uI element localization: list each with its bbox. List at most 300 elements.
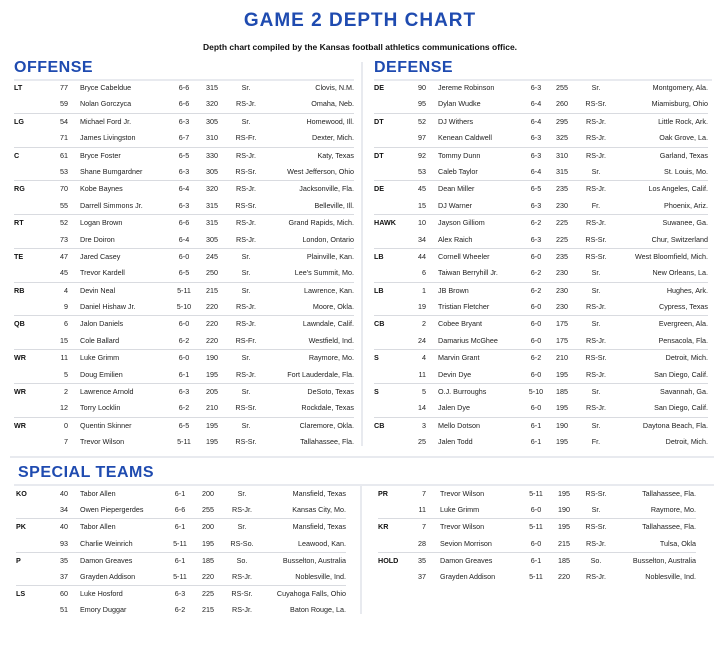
player-year: RS-Fr.: [235, 133, 257, 143]
player-hometown: Raymore, Mo.: [308, 353, 354, 363]
player-year: RS-Sr.: [235, 166, 257, 176]
player-name: Trevor Wilson: [440, 522, 485, 532]
player-name: Trevor Wilson: [80, 437, 125, 447]
player-hometown: Evergreen, Ala.: [658, 319, 708, 329]
player-name: Damarius McGhee: [438, 335, 498, 345]
player-year: RS-Jr.: [236, 184, 256, 194]
player-number: 11: [60, 353, 68, 363]
player-hometown: Clovis, N.M.: [315, 83, 354, 92]
player-row: [16, 536, 346, 552]
player-position: LG: [14, 116, 24, 126]
player-row: [378, 569, 696, 585]
defense-table: [374, 80, 708, 451]
player-year: Sr.: [591, 83, 601, 92]
player-height: 6-0: [530, 302, 542, 312]
player-weight: 210: [556, 353, 568, 363]
player-year: RS-Jr.: [586, 369, 606, 379]
player-name: Michael Ford Jr.: [80, 116, 132, 126]
player-weight: 190: [558, 505, 570, 515]
player-year: RS-Sr.: [235, 403, 257, 413]
player-number: 10: [418, 218, 426, 228]
player-name: Alex Raich: [438, 234, 473, 244]
player-year: Sr.: [237, 489, 247, 498]
player-year: RS-Fr.: [235, 335, 257, 345]
player-name: DJ Warner: [438, 200, 473, 210]
player-number: 44: [418, 251, 426, 261]
player-year: RS-Sr.: [235, 200, 257, 210]
player-name: JB Brown: [438, 285, 469, 295]
player-row: [374, 333, 708, 349]
player-height: 5-11: [173, 571, 187, 581]
player-row: [378, 536, 696, 552]
player-hometown: Rockdale, Texas: [301, 403, 354, 413]
player-weight: 200: [202, 522, 214, 532]
player-hometown: London, Ontario: [302, 234, 354, 244]
player-number: 6: [64, 319, 68, 329]
player-weight: 215: [558, 538, 570, 548]
special-teams-divider: [360, 484, 362, 614]
player-name: Mello Dotson: [438, 420, 480, 430]
player-position: PR: [378, 489, 388, 498]
player-name: Trevor Kardell: [80, 268, 125, 278]
player-height: 6-6: [174, 505, 186, 515]
player-hometown: Lawrence, Kan.: [304, 285, 354, 295]
player-hometown: Westfield, Ind.: [308, 335, 354, 345]
player-height: 6-7: [178, 133, 190, 143]
player-name: Cole Ballard: [80, 335, 120, 345]
player-weight: 255: [556, 83, 568, 92]
player-row: [14, 214, 354, 231]
player-year: Sr.: [241, 268, 251, 278]
player-weight: 230: [556, 285, 568, 295]
defense-heading: DEFENSE: [374, 59, 454, 76]
player-number: 11: [418, 505, 426, 515]
player-hometown: Phoenix, Ariz.: [664, 200, 708, 210]
player-name: Jalen Todd: [438, 437, 473, 447]
player-position: DE: [374, 83, 384, 92]
player-height: 6-4: [530, 166, 542, 176]
player-weight: 220: [558, 571, 570, 581]
player-hometown: Suwanee, Ga.: [662, 218, 708, 228]
player-position: LS: [16, 589, 26, 599]
player-row: [14, 80, 354, 96]
player-name: Shane Bumgardner: [80, 166, 143, 176]
player-hometown: San Diego, Calif.: [654, 403, 708, 413]
player-height: 6-0: [530, 369, 542, 379]
page-subtitle: Depth chart compiled by the Kansas football athletics communications office.: [202, 42, 518, 52]
player-number: 47: [60, 251, 68, 261]
player-name: Lawrence Arnold: [80, 387, 134, 397]
player-year: RS-Jr.: [586, 150, 606, 160]
player-name: Luke Hosford: [80, 589, 123, 599]
player-weight: 310: [206, 133, 218, 143]
player-row: [374, 96, 708, 112]
player-year: Sr.: [591, 420, 601, 430]
player-position: QB: [14, 319, 25, 329]
player-position: WR: [14, 420, 26, 430]
player-weight: 215: [206, 285, 218, 295]
player-height: 6-1: [530, 555, 542, 565]
player-name: Bryce Cabeldue: [80, 83, 132, 92]
player-height: 5-11: [529, 522, 543, 532]
player-name: Tristian Fletcher: [438, 302, 490, 312]
player-year: RS-Jr.: [586, 538, 606, 548]
player-name: Damon Greaves: [440, 555, 493, 565]
player-number: 59: [60, 99, 68, 109]
player-year: Sr.: [241, 251, 251, 261]
player-height: 6-2: [530, 268, 542, 278]
player-hometown: Noblesville, Ind.: [295, 571, 346, 581]
player-height: 6-0: [530, 403, 542, 413]
player-number: 2: [64, 387, 68, 397]
player-name: Dean Miller: [438, 184, 475, 194]
player-name: Darrell Simmons Jr.: [80, 200, 143, 210]
player-height: 6-0: [178, 251, 190, 261]
player-hometown: West Bloomfield, Mich.: [635, 251, 708, 261]
player-year: Sr.: [591, 268, 601, 278]
player-position: LB: [374, 251, 384, 261]
player-row: [374, 214, 708, 231]
player-name: Dre Doiron: [80, 234, 115, 244]
player-hometown: Noblesville, Ind.: [645, 571, 696, 581]
player-name: Kenean Caldwell: [438, 133, 492, 143]
player-row: [374, 180, 708, 197]
player-number: 93: [60, 538, 68, 548]
player-hometown: Busselton, Australia: [282, 555, 346, 565]
player-weight: 305: [206, 166, 218, 176]
player-name: Grayden Addison: [440, 571, 496, 581]
player-number: 71: [60, 133, 68, 143]
section-rule: [10, 456, 714, 458]
player-hometown: Mansfield, Texas: [292, 522, 346, 532]
player-position: DT: [374, 116, 384, 126]
player-name: Quentin Skinner: [80, 420, 132, 430]
player-weight: 245: [206, 251, 218, 261]
player-row: [374, 417, 708, 434]
player-number: 4: [422, 353, 426, 363]
player-row: [14, 299, 354, 315]
player-hometown: Little Rock, Ark.: [658, 116, 708, 126]
player-hometown: West Jefferson, Ohio: [287, 166, 354, 176]
player-height: 6-1: [530, 420, 542, 430]
player-height: 5-10: [528, 387, 544, 397]
player-year: RS-Jr.: [236, 234, 256, 244]
player-number: 4: [64, 285, 68, 295]
player-number: 73: [60, 234, 68, 244]
player-position: TE: [14, 251, 24, 261]
player-weight: 315: [206, 218, 218, 228]
player-row: [14, 113, 354, 130]
player-number: 54: [60, 116, 68, 126]
player-row: [14, 198, 354, 214]
player-hometown: Lee's Summit, Mo.: [294, 268, 354, 278]
player-height: 6-3: [530, 200, 542, 210]
player-weight: 230: [556, 268, 568, 278]
player-weight: 230: [556, 200, 568, 210]
column-divider: [361, 62, 363, 446]
player-name: Jalon Daniels: [80, 319, 124, 329]
player-year: RS-Sr.: [235, 437, 257, 447]
player-year: Sr.: [241, 285, 251, 295]
player-year: RS-Jr.: [586, 403, 606, 413]
player-name: Damon Greaves: [80, 555, 133, 565]
player-name: Sevion Morrison: [440, 538, 492, 548]
player-row: [14, 315, 354, 332]
player-name: Marvin Grant: [438, 353, 480, 363]
player-hometown: Daytona Beach, Fla.: [642, 420, 708, 430]
player-weight: 220: [206, 335, 218, 345]
player-height: 6-0: [178, 319, 190, 329]
player-name: Cobee Bryant: [438, 319, 482, 329]
player-height: 5-11: [529, 571, 543, 581]
player-number: 11: [418, 369, 426, 379]
player-row: [374, 400, 708, 416]
player-name: Torry Locklin: [80, 403, 121, 413]
player-position: CB: [374, 420, 385, 430]
player-row: [14, 367, 354, 383]
player-height: 6-0: [530, 505, 542, 515]
player-row: [16, 552, 346, 569]
player-row: [374, 248, 708, 265]
player-name: Luke Grimm: [440, 505, 480, 515]
player-weight: 225: [556, 218, 568, 228]
player-hometown: Leawood, Kan.: [298, 538, 346, 548]
player-year: RS-Jr.: [236, 369, 256, 379]
player-year: RS-Jr.: [232, 605, 252, 615]
player-height: 5-11: [529, 489, 543, 498]
player-row: [374, 282, 708, 299]
player-number: 45: [60, 268, 68, 278]
player-hometown: Baton Rouge, La.: [290, 605, 346, 615]
player-height: 6-1: [174, 555, 186, 565]
player-year: RS-Jr.: [236, 218, 256, 228]
player-position: DE: [374, 184, 384, 194]
player-weight: 225: [202, 589, 214, 599]
player-row: [374, 299, 708, 315]
player-year: Sr.: [591, 285, 601, 295]
player-height: 6-1: [530, 437, 542, 447]
player-hometown: Fort Lauderdale, Fla.: [287, 369, 354, 379]
player-hometown: Tallahassee, Fla.: [300, 437, 354, 447]
player-weight: 195: [556, 369, 568, 379]
player-height: 5-10: [176, 302, 192, 312]
player-name: Grayden Addison: [80, 571, 136, 581]
player-height: 6-4: [530, 99, 542, 109]
player-name: Devin Dye: [438, 369, 472, 379]
player-height: 5-11: [177, 285, 191, 295]
player-year: RS-Sr.: [585, 251, 607, 261]
player-hometown: Busselton, Australia: [632, 555, 696, 565]
player-weight: 200: [202, 489, 214, 498]
player-position: LB: [374, 285, 384, 295]
player-hometown: Kansas City, Mo.: [292, 505, 346, 515]
player-name: Jereme Robinson: [438, 83, 495, 92]
player-year: RS-Jr.: [586, 184, 606, 194]
player-row: [378, 518, 696, 535]
player-number: 9: [64, 302, 68, 312]
player-year: RS-So.: [230, 538, 254, 548]
player-height: 6-2: [530, 285, 542, 295]
player-weight: 250: [206, 268, 218, 278]
player-year: Sr.: [241, 387, 251, 397]
player-row: [16, 518, 346, 535]
player-row: [374, 198, 708, 214]
player-year: Sr.: [241, 420, 251, 430]
special-teams-heading: SPECIAL TEAMS: [18, 464, 154, 481]
player-name: Tommy Dunn: [438, 150, 481, 160]
player-name: Daniel Hishaw Jr.: [80, 302, 136, 312]
player-name: Taiwan Berryhill Jr.: [438, 268, 498, 278]
player-hometown: Miamisburg, Ohio: [651, 99, 708, 109]
player-hometown: Moore, Okla.: [312, 302, 354, 312]
player-height: 6-3: [178, 116, 190, 126]
player-height: 6-1: [174, 522, 186, 532]
player-year: RS-Jr.: [586, 133, 606, 143]
player-weight: 195: [556, 437, 568, 447]
player-row: [374, 232, 708, 248]
player-row: [14, 434, 354, 450]
player-row: [14, 383, 354, 400]
player-hometown: Chur, Switzerland: [651, 234, 708, 244]
player-year: RS-Jr.: [232, 571, 252, 581]
player-hometown: Plainville, Kan.: [306, 251, 354, 261]
player-height: 6-2: [530, 353, 542, 363]
player-name: Dylan Wudke: [438, 99, 481, 109]
player-weight: 260: [556, 99, 568, 109]
player-year: RS-Jr.: [586, 302, 606, 312]
player-name: Jared Casey: [80, 251, 121, 261]
player-name: Luke Grimm: [80, 353, 120, 363]
player-weight: 295: [556, 116, 568, 126]
player-weight: 215: [202, 605, 214, 615]
player-hometown: Homewood, Ill.: [306, 116, 354, 126]
player-row: [374, 147, 708, 164]
player-row: [14, 147, 354, 164]
player-year: RS-Sr.: [585, 522, 607, 532]
offense-table: [14, 80, 354, 451]
player-hometown: Claremore, Okla.: [299, 420, 354, 430]
player-number: 34: [418, 234, 426, 244]
player-name: James Livingston: [80, 133, 136, 143]
player-height: 6-0: [530, 538, 542, 548]
player-weight: 325: [556, 133, 568, 143]
player-weight: 230: [556, 302, 568, 312]
player-row: [14, 417, 354, 434]
player-number: 61: [60, 150, 68, 160]
player-name: Nolan Gorczyca: [80, 99, 132, 109]
player-height: 6-3: [178, 166, 190, 176]
player-weight: 195: [206, 369, 218, 379]
player-weight: 185: [202, 555, 214, 565]
player-number: 45: [418, 184, 426, 194]
player-weight: 315: [206, 200, 218, 210]
player-hometown: San Diego, Calif.: [654, 369, 708, 379]
player-row: [374, 113, 708, 130]
player-number: 2: [422, 319, 426, 329]
player-height: 6-2: [174, 605, 186, 615]
player-height: 6-0: [530, 319, 542, 329]
player-name: O.J. Burroughs: [438, 387, 487, 397]
player-row: [14, 180, 354, 197]
player-year: RS-Jr.: [586, 335, 606, 345]
player-position: C: [14, 150, 20, 160]
player-weight: 175: [556, 335, 568, 345]
player-weight: 315: [556, 166, 568, 176]
player-row: [374, 383, 708, 400]
player-weight: 330: [206, 150, 218, 160]
player-year: RS-Sr.: [231, 589, 253, 599]
player-year: Sr.: [591, 319, 601, 329]
offense-heading: OFFENSE: [14, 59, 94, 76]
player-number: 95: [418, 99, 426, 109]
player-year: Fr.: [591, 200, 601, 210]
player-weight: 190: [556, 420, 568, 430]
player-row: [14, 232, 354, 248]
player-weight: 185: [556, 387, 568, 397]
player-row: [14, 265, 354, 281]
player-hometown: Detroit, Mich.: [665, 437, 708, 447]
player-height: 6-5: [178, 150, 190, 160]
player-row: [16, 569, 346, 585]
player-row: [14, 96, 354, 112]
player-year: Sr.: [591, 387, 601, 397]
player-row: [374, 434, 708, 450]
player-name: DJ Withers: [438, 116, 474, 126]
player-weight: 190: [206, 353, 218, 363]
player-weight: 220: [202, 571, 214, 581]
player-height: 6-5: [178, 268, 190, 278]
player-height: 5-11: [177, 437, 191, 447]
player-number: 35: [418, 555, 426, 565]
player-row: [374, 164, 708, 180]
player-hometown: Grand Rapids, Mich.: [288, 218, 354, 228]
player-name: Tabor Allen: [80, 489, 116, 498]
player-name: Logan Brown: [80, 218, 123, 228]
player-weight: 195: [202, 538, 214, 548]
player-number: 53: [418, 166, 426, 176]
player-position: CB: [374, 319, 385, 329]
player-height: 6-1: [178, 369, 190, 379]
player-position: P: [16, 555, 21, 565]
player-height: 6-3: [530, 234, 542, 244]
player-number: 24: [418, 335, 426, 345]
player-number: 19: [418, 302, 426, 312]
player-name: Owen Piepergerdes: [80, 505, 144, 515]
player-row: [374, 265, 708, 281]
player-name: Tabor Allen: [80, 522, 116, 532]
player-row: [16, 585, 346, 602]
player-year: So.: [236, 555, 248, 565]
player-number: 97: [418, 133, 426, 143]
player-row: [14, 349, 354, 366]
player-row: [374, 130, 708, 146]
player-number: 37: [60, 571, 68, 581]
player-year: RS-Jr.: [236, 150, 256, 160]
player-height: 6-3: [178, 200, 190, 210]
player-number: 55: [60, 200, 68, 210]
player-hometown: Mansfield, Texas: [292, 489, 346, 498]
player-number: 7: [422, 489, 426, 498]
player-weight: 305: [206, 116, 218, 126]
player-weight: 235: [556, 251, 568, 261]
special-teams-right-table: [378, 486, 696, 585]
player-number: 5: [64, 369, 68, 379]
player-position: KO: [16, 489, 27, 498]
player-height: 6-3: [174, 589, 186, 599]
player-row: [14, 164, 354, 180]
player-name: Charlie Weinrich: [80, 538, 133, 548]
player-number: 1: [422, 285, 426, 295]
